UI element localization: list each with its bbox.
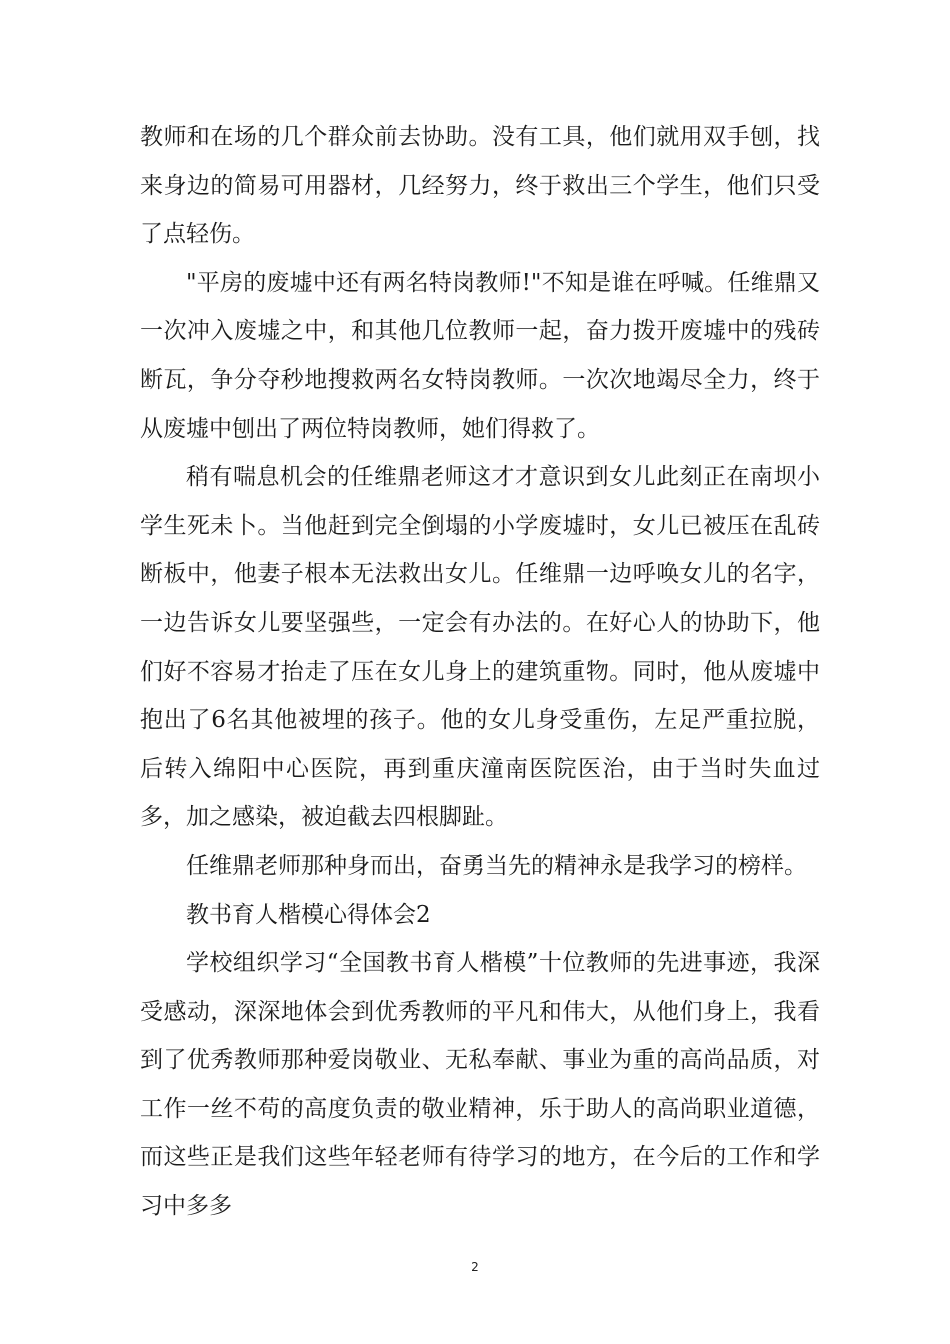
- page-number: 2: [471, 1260, 479, 1274]
- section-heading: 教书育人楷模心得体会2: [186, 901, 431, 928]
- paragraph-study-reflection: 学校组织学习“全国教书育人楷模”十位教师的先进事迹，我深受感动，深深地体会到优秀教师的平凡和伟大，从他们身上，我看到了优秀教师那种爱岗敬业、无私奉献、事业为重的高尚品质，对工作一丝不苟的高度负责的敬业精神，乐于助人的高尚职业道德，而这些正是我们这些年轻老师有待学习的地方，在今后的工作和学习中多多: [140, 950, 820, 1220]
- paragraph-daughter: 稍有喘息机会的任维鼎老师这才才意识到女儿此刻正在南坝小学生死未卜。当他赶到完全倒塌的小学废墟时，女儿已被压在乱砖断板中，他妻子根本无法救出女儿。任维鼎一边呼唤女儿的名字，一边告诉女儿要坚强些，一定会有办法的。在好心人的协助下，他们好不容易才抬走了压在女儿身上的建筑重物。同时，他从废墟中抱出了6名其他被埋的孩子。他的女儿身受重伤，左足严重拉脱，后转入绵阳中心医院，再到重庆潼南医院医治，由于当时失血过多，加之感染，被迫截去四根脚趾。: [140, 464, 820, 831]
- paragraph-rescue-students: 教师和在场的几个群众前去协助。没有工具，他们就用双手刨，找来身边的简易可用器材，几经努力，终于救出三个学生，他们只受了点轻伤。: [140, 124, 820, 248]
- paragraph-role-model: 任维鼎老师那种身而出，奋勇当先的精神永是我学习的榜样。: [186, 852, 807, 879]
- body-text: [140, 113, 820, 1231]
- paragraph-rescue-teachers: "平房的废墟中还有两名特岗教师!"不知是谁在呼喊。任维鼎又一次冲入废墟之中，和其他几位教师一起，奋力拨开废墟中的残砖断瓦，争分夺秒地搜救两名女特岗教师。一次次地竭尽全力，终于从废墟中刨出了两位特岗教师，她们得救了。: [140, 269, 820, 442]
